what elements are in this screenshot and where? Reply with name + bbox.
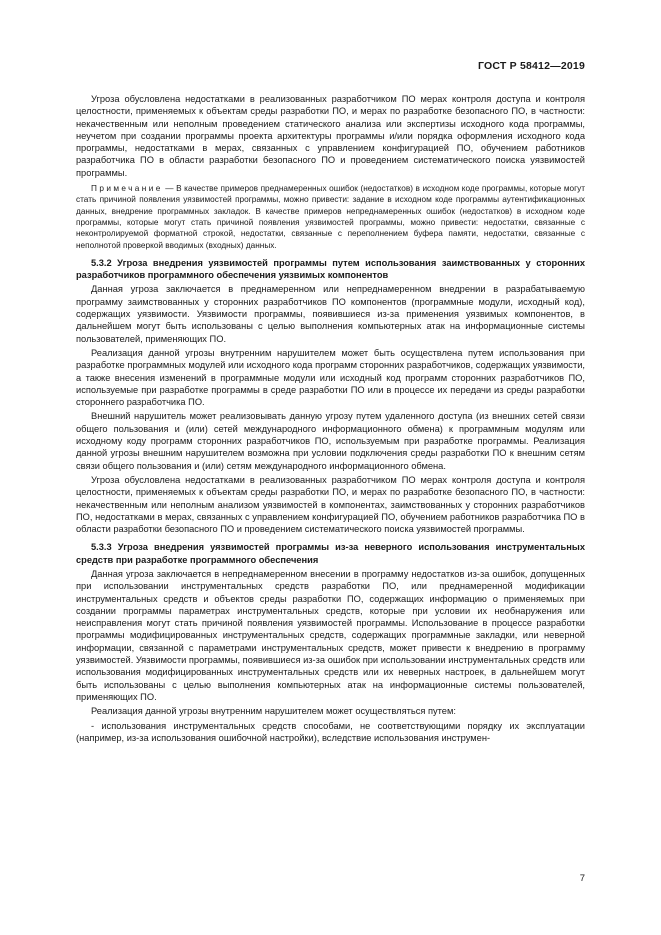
paragraph: Угроза обусловлена недостатками в реализованных разработчиком ПО мерах контроля доступа и контроля целостности, применяемых к объектам среды разработки ПО, и мерах по разработке безопасного ПО, в частности: некачественным или неполным проведением статического анализа или экспертизы исходного кода программы, неучетом при создании программы проекта архитектуры программы и/или порядка оформления исходного кода программы, недостатками в мерах, связанных с управлением конфигурацией ПО, обучением работников разработчика ПО в области разработки безопасного ПО и проведением систематического поиска уязвимостей программы. [76, 94, 585, 178]
page-content [76, 93, 585, 746]
page-number: 7 [579, 873, 585, 884]
paragraph: Внешний нарушитель может реализовывать данную угрозу путем удаленного доступа (из внешних сетей связи общего пользования и (или) сетей международного информационного обмена) к программным модулям или исходному коду программ сторонних разработчиков ПО, используемым при разработке программы. Реализация данной угрозы внешним нарушителем возможна при условии подключения среды разработки ПО к внешним сетям связи общего пользования и (или) сетям международного информационного обмена. [76, 411, 585, 471]
note-text: — В качестве примеров преднамеренных ошибок (недостатков) в исходном коде программы, которые могут стать причиной появления уязвимостей программы, можно привести: задание в исходном коде программы аутентификационных данных, внедрение программных закладок. В качестве примеров непреднамеренных ошибок (недостатков) в исходном коде программы, которые могут стать причиной появления уязвимостей программы, можно привести: недостатки, связанные с неконтролируемой форматной строкой, недостатки, связанные с переполнением буфера памяти, недостатки, связанные с неполнотой проверкой вводимых (входных) данных. [76, 184, 585, 250]
list-item: - использования инструментальных средств способами, не соответствующими порядку их эксплуатации (например, из-за использования ошибочной настройки), вследствие использования инструмен- [76, 720, 585, 743]
note-paragraph [76, 183, 585, 251]
note-label: Примечание [91, 184, 163, 194]
standard-number: ГОСТ Р 58412—2019 [477, 60, 585, 72]
paragraph: Угроза обусловлена недостатками в реализованных разработчиком ПО мерах контроля доступа и контроля целостности, применяемых к объектам среды разработки ПО, и мерах по разработке безопасного ПО, в частности: некачественным или неполным анализом уязвимостей в компонентах, заимствованных у сторонних разработчиков ПО, недостатками в мерах, связанных с управлением конфигурацией ПО, обучением работников разработчика ПО в области разработки безопасного ПО и проведением систематического поиска уязвимостей программы. [76, 474, 585, 535]
paragraph: Данная угроза заключается в преднамеренном или непреднамеренном внедрении в разрабатываемую программу заимствованных у сторонних разработчиков ПО компонентов (программные модули, исходный код), содержащих уязвимости. Уязвимости программы, появившиеся из-за применения уязвимых компонентов, в дальнейшем могут быть использованы с целью выполнения компьютерных атак на информационные системы пользователей, применяющих ПО. [76, 284, 585, 344]
section-heading-5-3-2: 5.3.2 Угроза внедрения уязвимостей программы путем использования заимствованных у сторонних разработчиков программного обеспечения уязвимых компонентов [76, 257, 585, 281]
section-heading-5-3-3: 5.3.3 Угроза внедрения уязвимостей программы из-за неверного использования инструментальных средств при разработке программного обеспечения [76, 542, 585, 565]
paragraph: Данная угроза заключается в непреднамеренном внесении в программу недостатков из-за ошибок, допущенных при использовании инструментальных средств разработки ПО, или преднамеренной модификации инструментальных средств и объектов среды разработки ПО, содержащих информацию о применяемых при создании программы параметрах инструментальных средств, которые при условии их необнаружения или неисправления могут стать причиной появления уязвимостей программы. Использование в процессе разработки программы модифицированных инструментальных средств, содержащих программные закладки, или неверной информации, связанной с параметрами инструментальных средств, может привести к внедрению в программу уязвимостей. Уязвимости программы, появившиеся из-за ошибок при использовании инструментальных средств или использования модифицированных инструментальных средств или их неверных настроек, в дальнейшем могут быть использованы с целью выполнения компьютерных атак на информационные системы пользователей, применяющих ПО. [76, 568, 585, 702]
paragraph: Реализация данной угрозы внутренним нарушителем может осуществляться путем: [91, 706, 456, 717]
paragraph: Реализация данной угрозы внутренним нарушителем может быть осуществлена путем использования при разработке программных модулей или исходного кода программ сторонних разработчиков, содержащих уязвимости, а также внесения изменений в программные модули или исходный код программ сторонних разработчиков ПО, используемые при разработке программы в среде разработки ПО или в процессе их передачи из среды разработки стороннего разработчика ПО. [76, 347, 585, 408]
